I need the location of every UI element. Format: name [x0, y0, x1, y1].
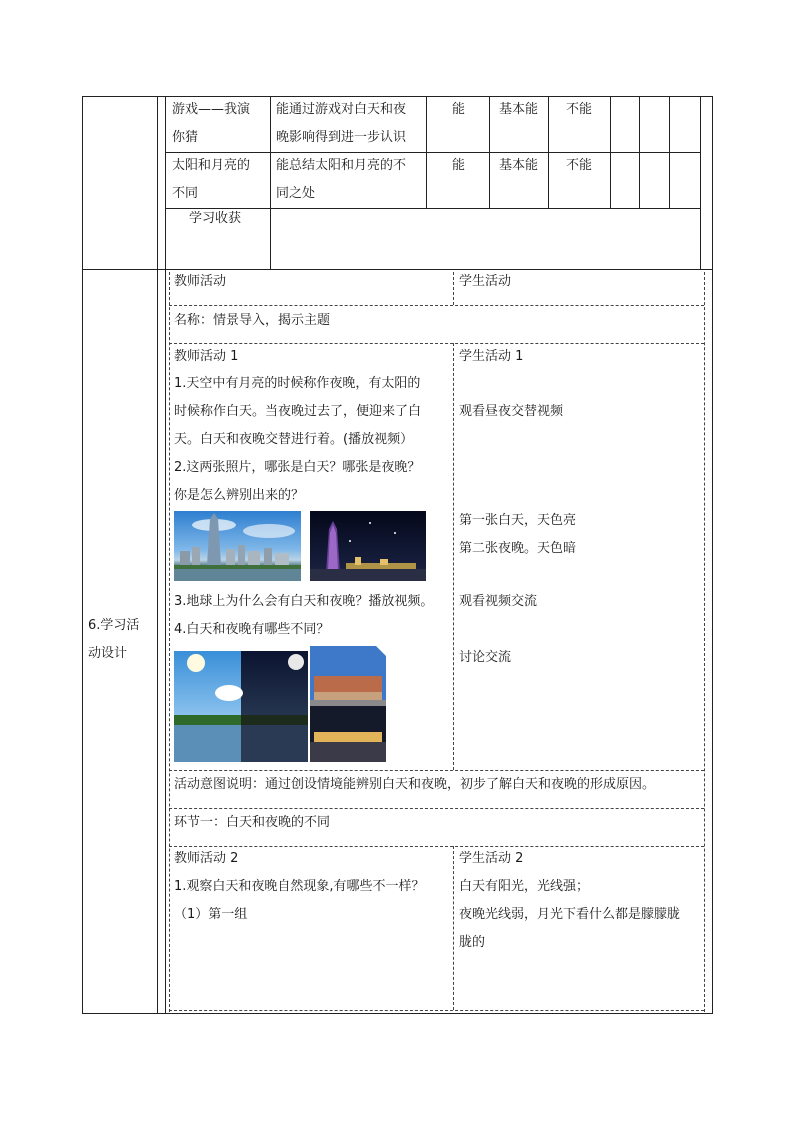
level-no: 不能 [566, 102, 593, 117]
student-activity-2-title: 学生活动 2 [459, 851, 524, 866]
teacher-question-3: 3.地球上为什么会有白天和夜晚？播放视频。 [174, 594, 434, 609]
table-border [165, 208, 701, 209]
activity-intent: 活动意图说明：通过创设情境能辨别白天和夜晚，初步了解白天和夜晚的形成原因。 [174, 777, 656, 792]
table-border [270, 96, 271, 269]
student-answer-night: 第二张夜晚。天色暗 [459, 541, 577, 556]
city-square-photo [310, 646, 386, 762]
table-border [700, 96, 701, 269]
student-video-exchange: 观看视频交流 [459, 594, 538, 609]
student-activity-1-title: 学生活动 1 [459, 349, 524, 364]
dashed-border [453, 846, 454, 1010]
dashed-border [453, 343, 454, 770]
dashed-border [169, 1010, 704, 1011]
teacher-activity-2-text: 1.观察白天和夜晚自然现象,有哪些不一样？ （1）第一组 [174, 879, 425, 922]
teacher-activity-2-title: 教师活动 2 [174, 851, 239, 866]
dashed-border [169, 343, 704, 344]
teacher-activity-1-text: 1.天空中有月亮的时候称作夜晚，有太阳的 时候称作白天。当夜晚过去了，便迎来了白 天。白天和夜晚交替进行着。(播放视频） 2.这两张照片，哪张是白天？哪张是夜晚？ 你是怎么辨别出来的？ [174, 376, 422, 503]
table-border [165, 96, 166, 1014]
intro-name: 名称：情景导入，揭示主题 [174, 313, 331, 328]
teacher-activity-1-title: 教师活动 1 [174, 349, 239, 364]
level-basic: 基本能 [499, 158, 539, 173]
dashed-border [453, 272, 454, 305]
harvest-label: 学习收获 [189, 211, 242, 226]
teacher-header: 教师活动 [174, 274, 227, 289]
level-no: 不能 [566, 158, 593, 173]
student-answer-day: 第一张白天，天色亮 [459, 513, 577, 528]
nighttime-city-photo [310, 511, 426, 581]
section-label: 6.学习活 动设计 [88, 618, 140, 661]
dashed-border [704, 272, 705, 1012]
table-border [82, 1013, 713, 1014]
task-goal: 能总结太阳和月亮的不 同之处 [276, 158, 407, 201]
task-goal: 能通过游戏对白天和夜 晚影响得到进一步认识 [276, 102, 407, 145]
daytime-city-photo [174, 511, 301, 581]
dashed-border [169, 305, 704, 306]
link-one-title: 环节一：白天和夜晚的不同 [174, 815, 331, 830]
task-name: 游戏——我演 你猜 [172, 102, 251, 145]
table-border [712, 96, 713, 1014]
table-border [157, 96, 158, 1014]
student-activity-2-text: 白天有阳光，光线强； 夜晚光线弱，月光下看什么都是朦朦胧 胧的 [459, 879, 681, 950]
dashed-border [169, 846, 704, 847]
day-night-split-photo [174, 651, 308, 762]
student-discuss: 讨论交流 [459, 650, 512, 665]
student-header: 学生活动 [459, 274, 512, 289]
teacher-question-4: 4.白天和夜晚有哪些不同？ [174, 622, 330, 637]
student-watch-video: 观看昼夜交替视频 [459, 404, 564, 419]
level-yes: 能 [452, 102, 466, 117]
level-yes: 能 [452, 158, 466, 173]
level-basic: 基本能 [499, 102, 539, 117]
dashed-border [169, 272, 170, 1012]
task-name: 太阳和月亮的 不同 [172, 158, 251, 201]
table-border [82, 96, 83, 1014]
